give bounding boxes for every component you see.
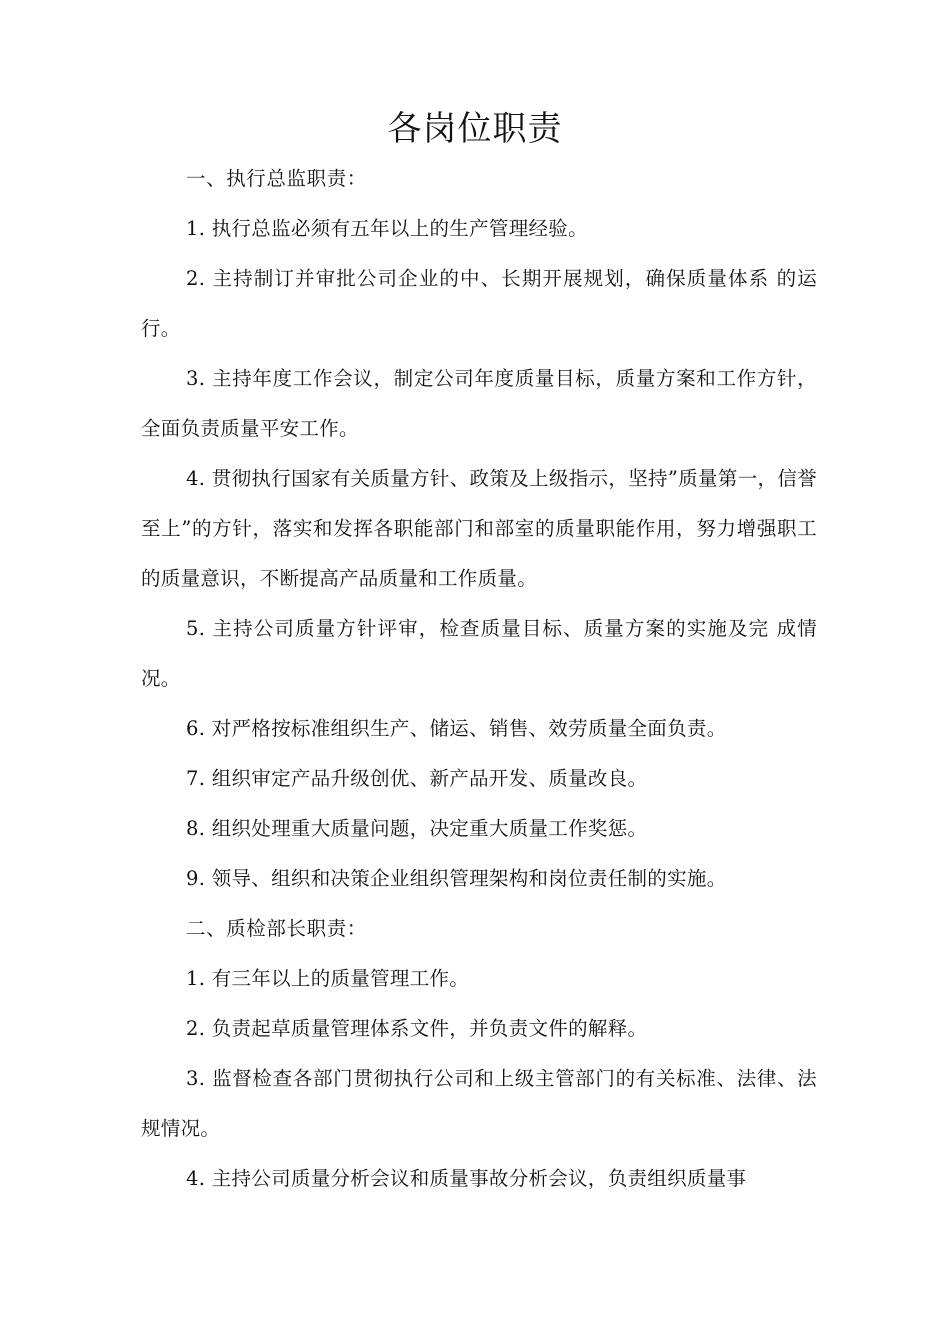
- section-heading-qc-director: 二、质检部长职责：: [186, 917, 367, 940]
- paragraph: 4. 主持公司质量分析会议和质量事故分析会议，负责组织质量事: [186, 1167, 747, 1190]
- document-title: 各岗位职责: [387, 109, 563, 149]
- section-heading-executive-director: 一、执行总监职责：: [186, 167, 367, 190]
- paragraph: 2. 主持制订并审批公司企业的中、长期开展规划，确保质量体系 的运行。: [141, 267, 817, 340]
- paragraph: 8. 组织处理重大质量问题，决定重大质量工作奖惩。: [186, 817, 648, 840]
- paragraph: 1. 有三年以上的质量管理工作。: [186, 967, 470, 990]
- document-body: [141, 154, 817, 1204]
- paragraph: 5. 主持公司质量方针评审，检查质量目标、质量方案的实施及完 成情况。: [141, 617, 817, 690]
- paragraph: 3. 主持年度工作会议，制定公司年度质量目标，质量方案和工作方针，全面负责质量平安工作。: [141, 367, 817, 440]
- paragraph: 6. 对严格按标准组织生产、储运、销售、效劳质量全面负责。: [186, 717, 727, 740]
- paragraph: 3. 监督检查各部门贯彻执行公司和上级主管部门的有关标准、法律、法规情况。: [141, 1067, 817, 1140]
- paragraph: 4. 贯彻执行国家有关质量方针、政策及上级指示，坚持”质量第一，信誉至上”的方针，落实和发挥各职能部门和部室的质量职能作用，努力增强职工的质量意识，不断提高产品质量和工作质量。: [141, 467, 817, 590]
- paragraph: 9. 领导、组织和决策企业组织管理架构和岗位责任制的实施。: [186, 867, 727, 890]
- paragraph: 2. 负责起草质量管理体系文件，并负责文件的解释。: [186, 1017, 648, 1040]
- paragraph: 7. 组织审定产品升级创优、新产品开发、质量改良。: [186, 767, 648, 790]
- paragraph: 1. 执行总监必须有五年以上的生产管理经验。: [186, 217, 588, 240]
